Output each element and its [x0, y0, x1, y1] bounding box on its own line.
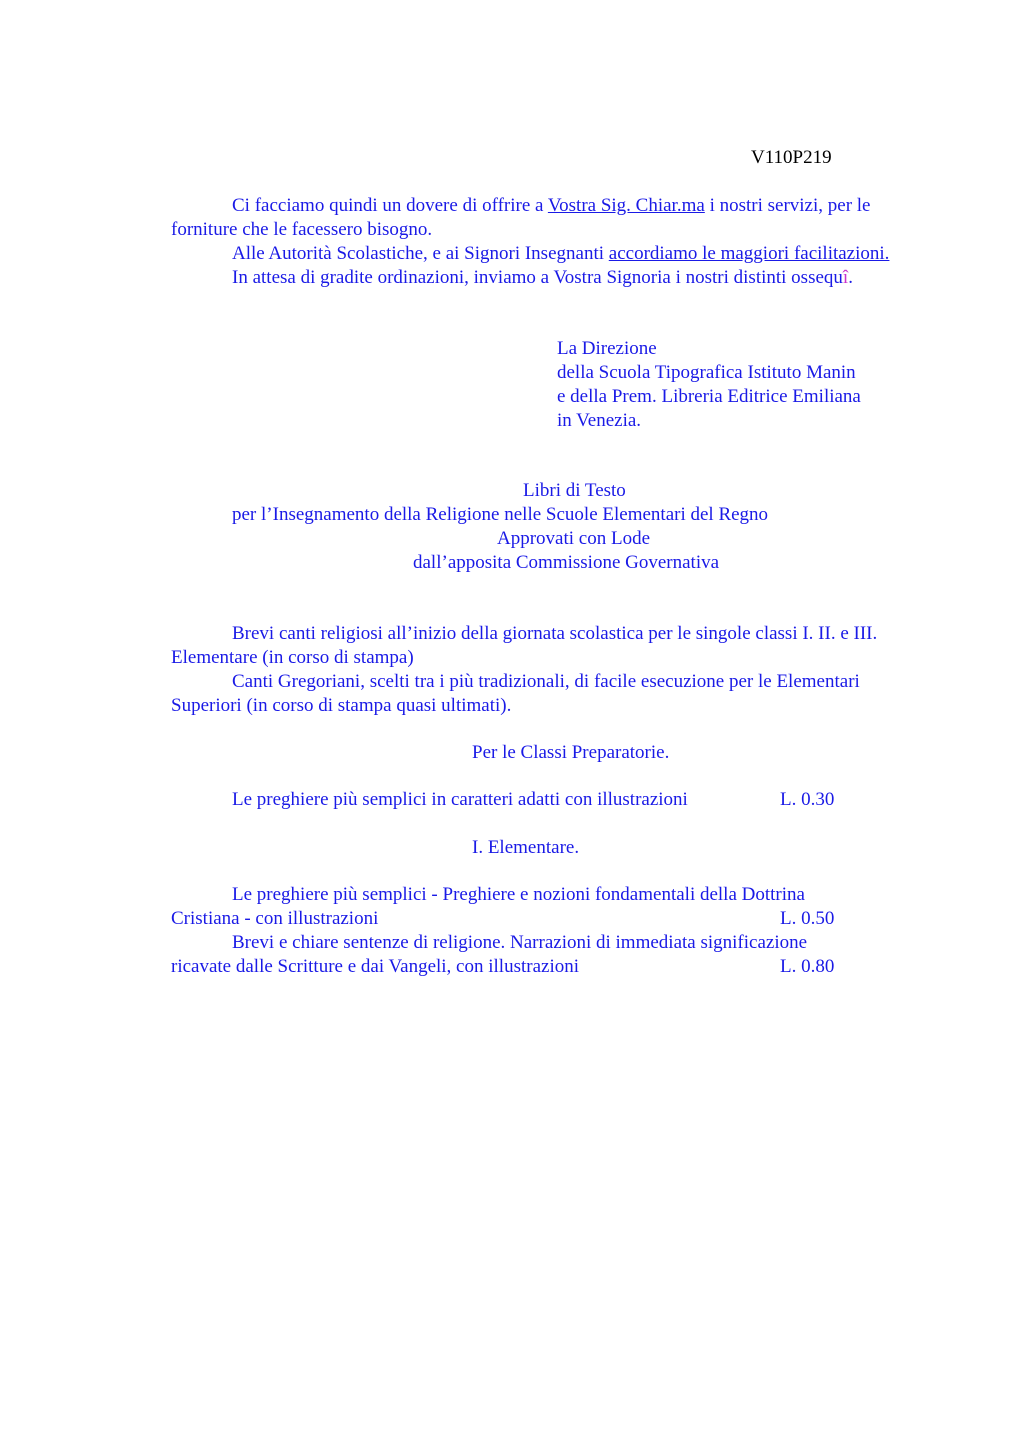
title-line-4: dall’apposita Commissione Governativa: [413, 552, 720, 573]
first-item-1-line-2: Cristiana - con illustrazioni: [171, 908, 379, 929]
title-line-1: Libri di Testo: [523, 480, 626, 501]
signature-line-2: della Scuola Tipografica Istituto Manin: [557, 362, 856, 383]
closing-accent-char: î: [842, 267, 849, 288]
catalog-intro: [171, 622, 916, 718]
offer-text-end: i nostri servizi, per le forniture che le facessero bisogno.: [171, 195, 871, 240]
section-heading-preparatory: Per le Classi Preparatorie.: [472, 742, 670, 763]
reference-code: V110P219: [751, 147, 832, 168]
closing-period: .: [848, 267, 853, 288]
facilitation-text-start: Alle Autorità Scolastiche, e ai Signori Insegnanti: [232, 243, 609, 264]
first-item-1-line-1: Le preghiere più semplici - Preghiere e nozioni fondamentali della Dottrina: [232, 884, 805, 905]
first-item-2-line-1: Brevi e chiare sentenze di religione. Narrazioni di immediata significazione: [232, 932, 808, 953]
letter-paragraph-facilitation: [171, 242, 916, 266]
closing-text: In attesa di gradite ordinazioni, inviamo a Vostra Signoria i nostri distinti ossequ: [232, 267, 843, 288]
facilitation-link: accordiamo le maggiori facilitazioni.: [608, 243, 890, 264]
catalog-item-canti-gregoriani: Canti Gregoriani, scelti tra i più tradizionali, di facile esecuzione per le Elementari Superiori (in corso di stampa quasi ultimati).: [171, 671, 860, 716]
catalog-item-canti-religiosi: Brevi canti religiosi all’inizio della giornata scolastica per le singole classi I. II. e III. Elementare (in corso di stampa): [171, 623, 878, 668]
title-line-3: Approvati con Lode: [497, 528, 651, 549]
first-item-2-price: L. 0.80: [780, 956, 835, 977]
prep-item-price: L. 0.30: [780, 789, 835, 810]
letter-paragraph-offer: [171, 194, 916, 242]
section-heading-first: I. Elementare.: [472, 837, 580, 858]
title-line-2: per l’Insegnamento della Religione nelle Scuole Elementari del Regno: [232, 504, 769, 525]
prep-item-title: Le preghiere più semplici in caratteri adatti con illustrazioni: [232, 789, 688, 810]
first-item-2-line-2: ricavate dalle Scritture e dai Vangeli, con illustrazioni: [171, 956, 579, 977]
offer-text-start: Ci facciamo quindi un dovere di offrire a: [232, 195, 548, 216]
signature-line-4: in Venezia.: [557, 410, 642, 431]
signature-line-1: La Direzione: [557, 338, 657, 359]
signature-block: [557, 337, 861, 433]
first-item-1-price: L. 0.50: [780, 908, 835, 929]
addressee-link: Vostra Sig. Chiar.ma: [547, 195, 705, 216]
signature-line-3: e della Prem. Libreria Editrice Emiliana: [557, 386, 861, 407]
letter-paragraph-closing: [171, 266, 916, 290]
letter-body: [171, 194, 916, 290]
